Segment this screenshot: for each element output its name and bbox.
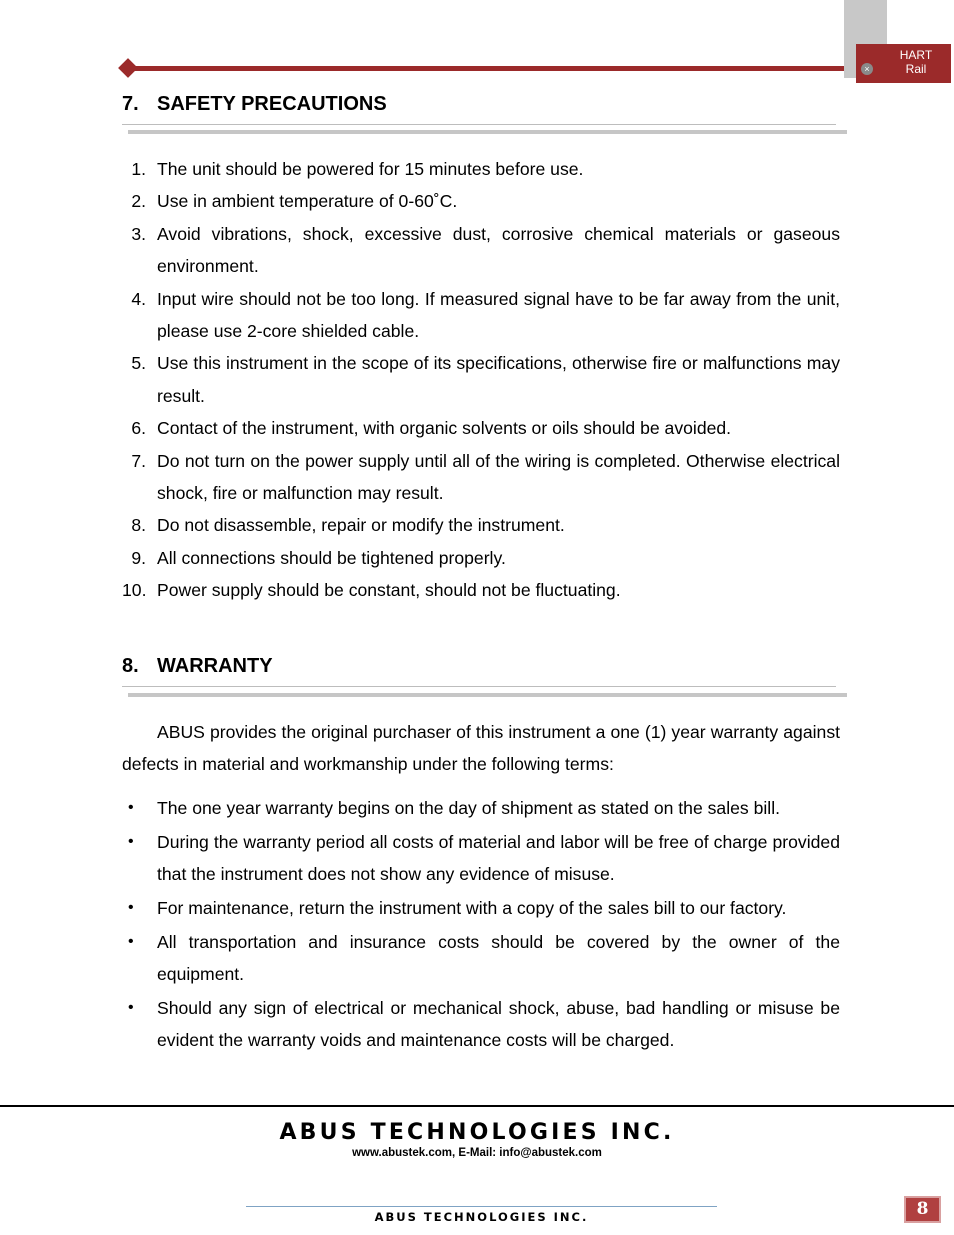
safety-item-text: Do not turn on the power supply until all of the wiring is completed. Otherwise electrical shock, fire or malfunction may result.	[157, 450, 840, 504]
x-circle-icon: ×	[861, 63, 873, 75]
bullet-icon: •	[128, 832, 134, 850]
safety-item	[122, 185, 840, 217]
footer-contact: www.abustek.com, E-Mail: info@abustek.com	[352, 1147, 602, 1159]
safety-item	[122, 153, 840, 185]
safety-item	[122, 283, 840, 348]
header-rule	[128, 66, 844, 71]
safety-item-text: Contact of the instrument, with organic solvents or oils should be avoided.	[157, 418, 732, 439]
footer-company-name: ABUS TECHNOLOGIES INC.	[279, 1120, 675, 1145]
page-number: 8	[904, 1196, 941, 1223]
safety-item-text: Power supply should be constant, should not be fluctuating.	[157, 580, 621, 601]
safety-item	[122, 542, 840, 574]
section-8-number: 8.	[122, 655, 139, 677]
safety-item-number: 1.	[131, 159, 146, 179]
safety-item-text: Do not disassemble, repair or modify the instrument.	[157, 515, 565, 536]
warranty-term-text: Should any sign of electrical or mechanical shock, abuse, bad handling or misuse be evident the warranty voids and maintenance costs will be charged.	[157, 998, 840, 1051]
safety-item	[122, 509, 840, 541]
warranty-term	[122, 926, 840, 991]
safety-item-number: 6.	[131, 418, 146, 439]
safety-item	[122, 412, 840, 444]
header-diamond-icon	[118, 58, 138, 78]
warranty-terms-list	[122, 792, 840, 1058]
header-tab-label	[887, 44, 945, 82]
safety-item-text: Input wire should not be too long. If measured signal have to be far away from the unit, please use 2-core shielded cable.	[157, 288, 840, 342]
warranty-term	[122, 992, 840, 1057]
safety-item-number: 8.	[131, 515, 146, 536]
section-7-number: 7.	[122, 93, 139, 115]
safety-item-number: 10.	[122, 580, 147, 601]
safety-item-text: All connections should be tightened properly.	[157, 547, 506, 568]
safety-item-text: Use this instrument in the scope of its specifications, otherwise fire or malfunctions may result.	[157, 353, 840, 406]
warranty-term	[122, 826, 840, 891]
warranty-intro: ABUS provides the original purchaser of this instrument a one (1) year warranty against defects in material and workmanship under the following terms:	[122, 722, 840, 775]
safety-item-number: 2.	[131, 191, 146, 212]
safety-item	[122, 347, 840, 412]
footer-company-name-small: ABUS TECHNOLOGIES INC.	[374, 1210, 589, 1224]
safety-item	[122, 218, 840, 283]
safety-item	[122, 445, 840, 510]
warranty-term-text: The one year warranty begins on the day of shipment as stated on the sales bill.	[157, 798, 780, 818]
safety-item-number: 9.	[131, 547, 146, 568]
warranty-term-text: All transportation and insurance costs should be covered by the owner of the equipment.	[157, 931, 840, 985]
bullet-icon: •	[128, 932, 134, 950]
footer-rule	[0, 1105, 954, 1107]
section-7-rule-thin	[122, 124, 836, 125]
section-7-heading	[122, 92, 387, 116]
safety-item-number: 3.	[131, 223, 146, 244]
safety-list	[122, 153, 840, 607]
safety-item-text: Use in ambient temperature of 0-60˚C.	[157, 191, 458, 212]
safety-item-text: Avoid vibrations, shock, excessive dust, corrosive chemical materials or gaseous environment.	[157, 223, 840, 277]
safety-item	[122, 574, 840, 606]
safety-item-number: 7.	[131, 450, 146, 471]
warranty-term-text: For maintenance, return the instrument with a copy of the sales bill to our factory.	[157, 898, 787, 918]
warranty-term	[122, 792, 840, 824]
warranty-term	[122, 892, 840, 924]
warranty-term-text: During the warranty period all costs of material and labor will be free of charge provided that the instrument does not show any evidence of misuse.	[157, 831, 840, 885]
header-tab-line2: Rail	[905, 62, 927, 76]
section-7-title: SAFETY PRECAUTIONS	[157, 93, 387, 115]
footer-rule-small	[246, 1206, 717, 1207]
section-7-rule-thick	[128, 130, 847, 134]
section-8-rule-thin	[122, 686, 836, 687]
section-8-heading	[122, 654, 273, 678]
safety-item-number: 5.	[131, 353, 146, 374]
section-8-title: WARRANTY	[157, 655, 273, 677]
safety-item-number: 4.	[131, 288, 146, 309]
safety-item-text: The unit should be powered for 15 minutes before use.	[157, 159, 584, 179]
bullet-icon: •	[128, 899, 134, 916]
header-tab-line1: HART	[899, 48, 933, 62]
bullet-icon: •	[128, 799, 134, 816]
bullet-icon: •	[128, 999, 134, 1016]
section-8-rule-thick	[128, 693, 847, 697]
